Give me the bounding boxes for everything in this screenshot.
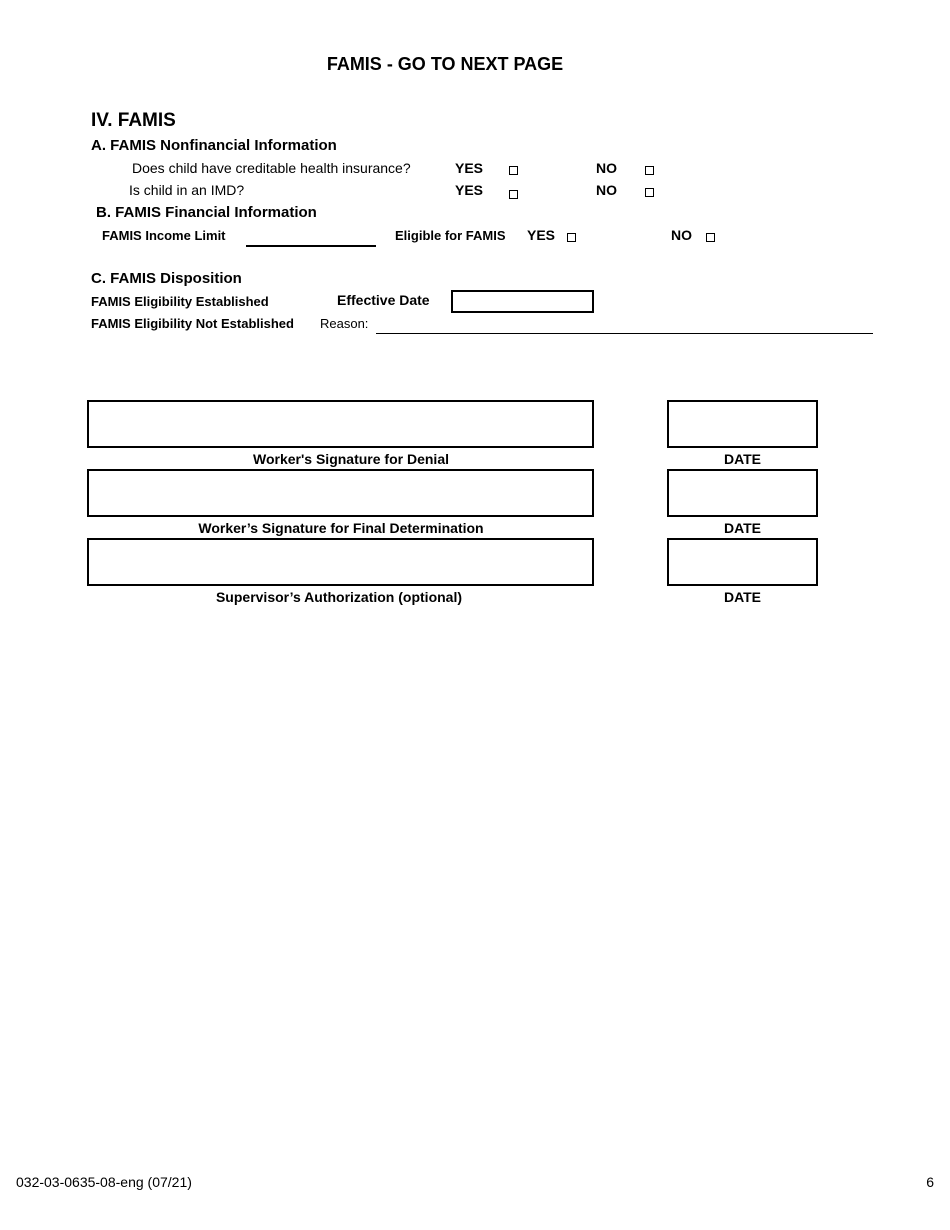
- question-health-insurance: Does child have creditable health insurance?: [132, 160, 411, 176]
- final-determination-date-label: DATE: [723, 520, 762, 536]
- effective-date-label: Effective Date: [337, 292, 430, 308]
- eligible-no-label: NO: [671, 227, 692, 243]
- q1-no-label: NO: [596, 160, 617, 176]
- eligibility-established-label: FAMIS Eligibility Established: [91, 294, 269, 309]
- denial-date-box[interactable]: [667, 400, 818, 448]
- supervisor-date-box[interactable]: [667, 538, 818, 586]
- denial-signature-box[interactable]: [87, 400, 594, 448]
- q1-no-checkbox[interactable]: [645, 166, 654, 175]
- eligible-yes-checkbox[interactable]: [567, 233, 576, 242]
- reason-label: Reason:: [320, 316, 369, 331]
- q1-yes-checkbox[interactable]: [509, 166, 518, 175]
- income-limit-underline: [246, 245, 376, 247]
- q2-yes-label: YES: [455, 182, 484, 198]
- q1-yes-label: YES: [455, 160, 484, 176]
- denial-date-label: DATE: [723, 451, 762, 467]
- supervisor-date-label: DATE: [723, 589, 762, 605]
- subsection-c-title: C. FAMIS Disposition: [91, 270, 242, 287]
- subsection-b-title: B. FAMIS Financial Information: [96, 204, 317, 221]
- subsection-a-title: A. FAMIS Nonfinancial Information: [91, 137, 337, 154]
- reason-field[interactable]: [378, 315, 872, 331]
- q2-no-checkbox[interactable]: [645, 188, 654, 197]
- income-limit-label: FAMIS Income Limit: [102, 228, 226, 243]
- section-title: IV. FAMIS: [91, 110, 176, 131]
- reason-underline: [376, 333, 873, 334]
- question-imd: Is child in an IMD?: [129, 182, 245, 198]
- income-limit-field[interactable]: [248, 227, 374, 243]
- eligible-no-checkbox[interactable]: [706, 233, 715, 242]
- supervisor-signature-box[interactable]: [87, 538, 594, 586]
- page-number: 6: [926, 1174, 934, 1190]
- final-determination-signature-label: Worker’s Signature for Final Determination: [198, 520, 484, 536]
- effective-date-field[interactable]: [451, 290, 594, 313]
- q2-no-label: NO: [596, 182, 617, 198]
- supervisor-signature-label: Supervisor’s Authorization (optional): [215, 589, 463, 605]
- q2-yes-checkbox[interactable]: [509, 190, 518, 199]
- eligible-label: Eligible for FAMIS: [395, 228, 506, 243]
- eligible-yes-label: YES: [527, 227, 556, 243]
- eligibility-not-established-label: FAMIS Eligibility Not Established: [91, 316, 294, 331]
- denial-signature-label: Worker's Signature for Denial: [252, 451, 449, 467]
- page-header: FAMIS - GO TO NEXT PAGE: [326, 54, 564, 74]
- final-determination-signature-box[interactable]: [87, 469, 594, 517]
- final-determination-date-box[interactable]: [667, 469, 818, 517]
- form-code: 032-03-0635-08-eng (07/21): [16, 1174, 192, 1190]
